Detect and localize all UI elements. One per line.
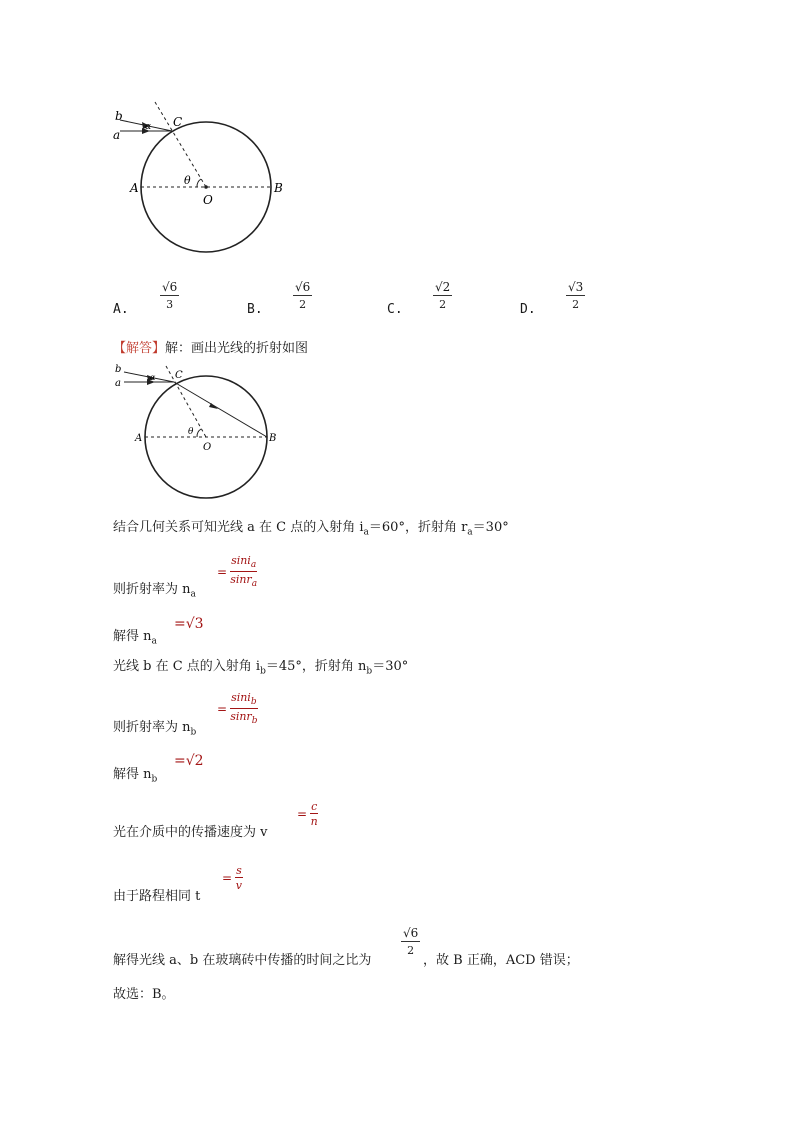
line5-num: sini bbox=[231, 691, 251, 704]
solution-line-3 bbox=[113, 625, 157, 647]
option-c-letter: C. bbox=[387, 302, 403, 317]
option-a-letter: A. bbox=[113, 302, 129, 317]
line8-den: v bbox=[235, 879, 242, 892]
line4-pre: 光线 b 在 C 点的入射角 i bbox=[113, 659, 261, 674]
line2-formula: = $\frac{\sin i_a}{\sin r_a}$ bbox=[217, 554, 258, 590]
option-d-letter: D. bbox=[520, 302, 536, 317]
label-theta-2: θ bbox=[188, 427, 194, 437]
line2-num: sini bbox=[231, 554, 251, 567]
figure-2-refraction-diagram bbox=[110, 362, 290, 502]
line2-den: sinr bbox=[230, 573, 252, 587]
line4-post: ＝30° bbox=[372, 659, 409, 674]
line2-sub: a bbox=[190, 589, 196, 600]
option-b-num: √6 bbox=[295, 280, 311, 294]
line4-mid: ＝45°，折射角 n bbox=[265, 659, 367, 674]
line5-sub: b bbox=[190, 727, 197, 738]
line8-num: s bbox=[236, 864, 242, 877]
option-d-num: √3 bbox=[568, 280, 584, 294]
solution-line-10 bbox=[113, 983, 175, 1002]
line9-den: 2 bbox=[407, 944, 415, 957]
label-alpha-2: α bbox=[150, 373, 156, 382]
line9-fraction bbox=[401, 927, 420, 956]
label-c: C bbox=[173, 115, 183, 129]
line1-sub2: a bbox=[467, 527, 473, 538]
solution-bracket: 【解答】 bbox=[113, 341, 166, 356]
line1-post: ＝30° bbox=[472, 520, 509, 535]
option-c-num: √2 bbox=[435, 280, 451, 294]
label-o: O bbox=[203, 193, 213, 207]
line9-post: ，故 B 正确，ACD 错误； bbox=[423, 953, 579, 968]
option-c-fraction bbox=[433, 281, 452, 310]
label-a-point-2: A bbox=[135, 433, 143, 444]
line8-formula: = $\frac{s}{v}$ bbox=[222, 864, 242, 892]
label-a-2: a bbox=[115, 378, 121, 389]
option-a-den: 3 bbox=[166, 298, 174, 311]
option-a-fraction bbox=[160, 281, 179, 310]
line6-value: =√2 bbox=[174, 753, 204, 769]
option-b-fraction bbox=[293, 281, 312, 310]
label-b-point-2: B bbox=[269, 433, 277, 444]
theta-arc bbox=[197, 179, 201, 187]
option-b-letter: B. bbox=[247, 302, 263, 317]
line6-text: 解得 n bbox=[113, 767, 152, 782]
line3-sub: a bbox=[151, 636, 157, 647]
label-theta: θ bbox=[184, 174, 191, 187]
solution-header bbox=[113, 337, 308, 356]
label-o-2: O bbox=[203, 442, 212, 453]
option-d-fraction bbox=[566, 281, 585, 310]
line2-densub: a bbox=[251, 579, 258, 590]
theta-arc-2 bbox=[197, 429, 201, 437]
solution-line-9-pre bbox=[113, 949, 371, 968]
solution-line-6 bbox=[113, 763, 157, 785]
line1-mid: ＝60°，折射角 r bbox=[368, 520, 468, 535]
line10-text: 故选：B。 bbox=[113, 987, 175, 1002]
label-alpha: α bbox=[145, 122, 152, 132]
option-c-den: 2 bbox=[439, 298, 447, 311]
line7-formula: = $\frac{c}{n}$ bbox=[297, 800, 318, 828]
line7-text: 光在介质中的传播速度为 v bbox=[113, 825, 268, 840]
line5-numsub: b bbox=[250, 697, 257, 708]
figure-1-circle-diagram bbox=[100, 100, 310, 270]
label-c-2: C bbox=[175, 370, 183, 381]
solution-line-5 bbox=[113, 716, 196, 738]
solution-line-1 bbox=[113, 516, 509, 538]
line7-den: n bbox=[310, 815, 318, 828]
line2-text: 则折射率为 n bbox=[113, 582, 191, 597]
label-b-2: b bbox=[115, 364, 122, 375]
line5-den: sinr bbox=[230, 710, 252, 724]
line7-num: c bbox=[311, 800, 318, 813]
line9-pre: 解得光线 a、b 在玻璃砖中传播的时间之比为 bbox=[113, 953, 372, 968]
option-d-den: 2 bbox=[572, 298, 580, 311]
line8-text: 由于路程相同 t bbox=[113, 889, 201, 904]
line3-text: 解得 n bbox=[113, 629, 152, 644]
line2-numsub: a bbox=[250, 560, 257, 571]
solution-line-2 bbox=[113, 578, 196, 600]
line1-pre: 结合几何关系可知光线 a 在 C 点的入射角 i bbox=[113, 520, 364, 535]
line5-formula: = $\frac{\sin i_b}{\sin r_b}$ bbox=[217, 691, 258, 727]
solution-line-9-post bbox=[423, 949, 579, 968]
line1-sub1: a bbox=[363, 527, 369, 538]
line6-sub: b bbox=[151, 774, 158, 785]
line4-sub1: b bbox=[260, 666, 266, 677]
line3-value: =√3 bbox=[174, 616, 204, 632]
solution-line-4 bbox=[113, 655, 408, 677]
label-a-point: A bbox=[130, 181, 139, 195]
line5-densub: b bbox=[251, 716, 258, 727]
center-o bbox=[204, 185, 208, 189]
solution-intro: 解：画出光线的折射如图 bbox=[165, 341, 309, 356]
option-a-num: √6 bbox=[162, 280, 178, 294]
solution-line-8 bbox=[113, 885, 200, 904]
line9-num: √6 bbox=[403, 926, 419, 940]
line4-sub2: b bbox=[366, 666, 373, 677]
label-b: b bbox=[115, 109, 123, 123]
label-b-point: B bbox=[274, 181, 283, 195]
option-b-den: 2 bbox=[299, 298, 307, 311]
line5-text: 则折射率为 n bbox=[113, 720, 191, 735]
solution-line-7 bbox=[113, 821, 267, 840]
label-a: a bbox=[113, 128, 121, 142]
